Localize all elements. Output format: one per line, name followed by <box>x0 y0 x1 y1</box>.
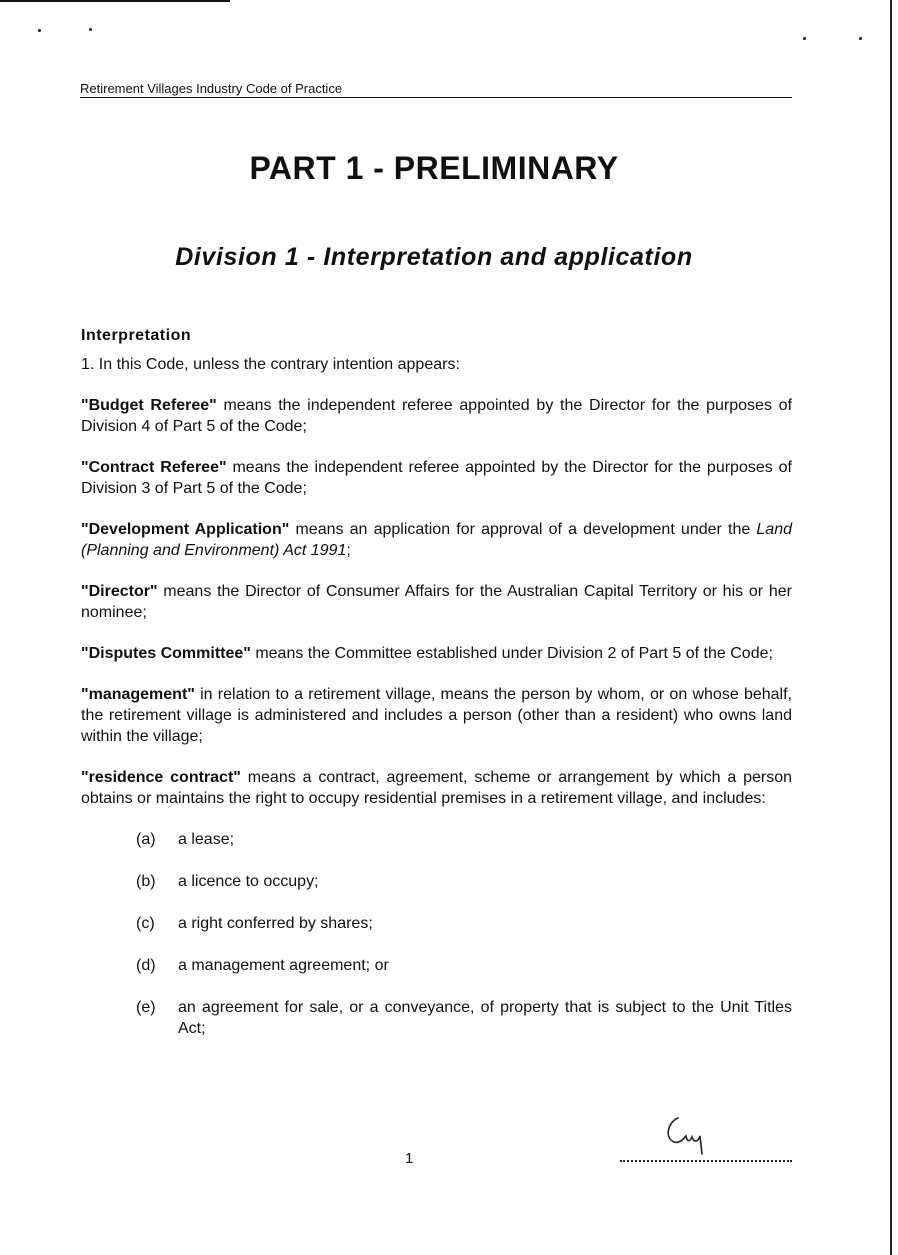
definition-term: "management" <box>81 686 195 703</box>
definition-director <box>81 581 792 623</box>
definition-management <box>81 684 792 747</box>
definition-term: "Development Application" <box>81 521 290 538</box>
list-item <box>81 829 792 850</box>
list-item <box>81 997 792 1039</box>
item-label: (a) <box>136 831 156 848</box>
definition-term: "Contract Referee" <box>81 459 227 476</box>
scan-speck <box>859 37 862 40</box>
scan-edge-line <box>0 0 230 2</box>
definition-text: in relation to a retirement village, means the person by whom, or on whose behalf, the retirement village is administered and includes a person (other than a resident) who owns land within the village; <box>81 686 792 745</box>
definition-term: "Disputes Committee" <box>81 645 251 662</box>
scan-edge-line <box>890 0 892 1255</box>
item-text: a management agreement; or <box>178 957 389 974</box>
definition-text: means the independent referee appointed by the Director for the purposes of Division 3 of Part 5 of the Code; <box>81 459 792 497</box>
running-header <box>80 81 792 98</box>
act-name: Land (Planning and Environment) Act 1991 <box>81 521 792 559</box>
part-title: PART 1 - PRELIMINARY <box>249 150 619 186</box>
scan-speck <box>89 28 92 31</box>
item-label: (c) <box>136 915 155 932</box>
definition-term: "Director" <box>81 583 158 600</box>
section-heading: Interpretation <box>81 327 192 344</box>
item-text: an agreement for sale, or a conveyance, of property that is subject to the Unit Titles Act; <box>178 999 792 1037</box>
item-label: (b) <box>136 873 156 890</box>
signature-initials <box>650 1110 720 1160</box>
scan-speck <box>803 37 806 40</box>
document-body <box>81 325 792 1060</box>
definition-text: means the Committee established under Division 2 of Part 5 of the Code; <box>250 645 773 662</box>
definition-development-application <box>81 519 792 561</box>
definition-text: means a contract, agreement, scheme or arrangement by which a person obtains or maintains the right to occupy residential premises in a retirement village, and includes: <box>81 769 792 807</box>
definition-text: means the independent referee appointed by the Director for the purposes of Division 4 of Part 5 of the Code; <box>81 397 793 435</box>
residence-contract-items <box>81 829 792 1039</box>
page-number: 1 <box>405 1150 414 1167</box>
definition-text-end: ; <box>346 542 351 559</box>
running-header-title: Retirement Villages Industry Code of Practice <box>80 81 343 96</box>
definition-contract-referee <box>81 457 792 499</box>
list-item <box>81 871 792 892</box>
division-title: Division 1 - Interpretation and application <box>175 243 693 271</box>
scan-speck <box>38 29 41 32</box>
item-text: a right conferred by shares; <box>178 915 373 932</box>
definition-text: means the Director of Consumer Affairs for the Australian Capital Territory or his or her nominee; <box>81 583 792 621</box>
definition-text: means an application for approval of a development under the <box>289 521 757 538</box>
item-label: (e) <box>136 999 156 1016</box>
item-label: (d) <box>136 957 156 974</box>
list-item <box>81 955 792 976</box>
definition-disputes-committee <box>81 643 792 664</box>
signature-line <box>620 1160 792 1162</box>
item-text: a licence to occupy; <box>178 873 319 890</box>
definition-term: "Budget Referee" <box>81 397 217 414</box>
list-item <box>81 913 792 934</box>
item-text: a lease; <box>178 831 235 848</box>
definition-budget-referee <box>81 395 792 437</box>
definition-term: "residence contract" <box>81 769 241 786</box>
definition-residence-contract <box>81 767 792 809</box>
section-intro: 1. In this Code, unless the contrary intention appears: <box>81 356 460 373</box>
